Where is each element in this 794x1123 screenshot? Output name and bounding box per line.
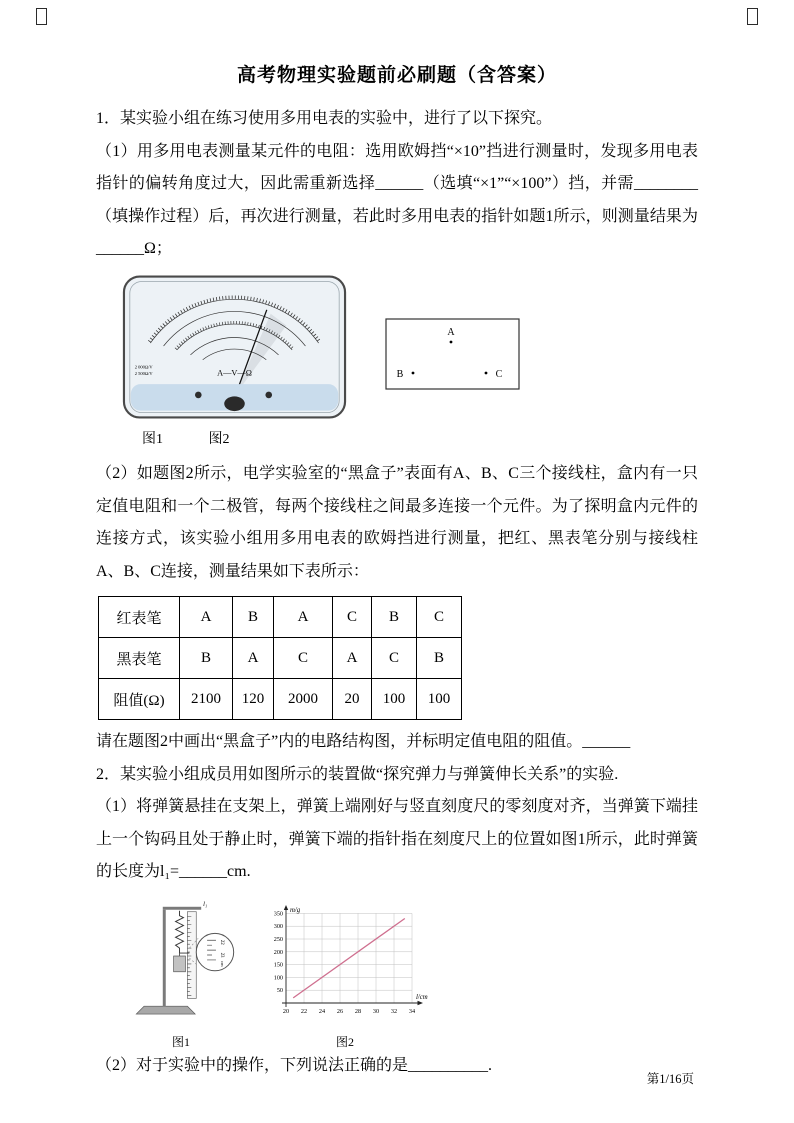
weight bbox=[174, 956, 186, 972]
black-box-figure bbox=[385, 318, 520, 390]
page-number: 第1/16页 bbox=[646, 1072, 694, 1086]
table-cell: 100 bbox=[372, 679, 417, 720]
svg-text:150: 150 bbox=[273, 961, 283, 969]
terminal-a-dot bbox=[450, 340, 453, 343]
table-cell: 2000 bbox=[274, 679, 333, 720]
svg-text:20: 20 bbox=[282, 1007, 290, 1015]
table-cell: 2100 bbox=[180, 679, 233, 720]
apparatus-figure-col bbox=[124, 893, 238, 1051]
q2-fig1-caption: 图1 bbox=[171, 1035, 190, 1049]
q1-fig1-caption: 图1 bbox=[142, 431, 163, 447]
q1-figure-captions bbox=[142, 424, 698, 457]
spring-graph-figure bbox=[256, 903, 434, 1021]
table-cell: B bbox=[180, 638, 233, 679]
table-cell: C bbox=[274, 638, 333, 679]
table-cell: A bbox=[274, 597, 333, 638]
table-cell: A bbox=[333, 638, 372, 679]
length-label: l₁ bbox=[203, 900, 208, 908]
q1-fig2-caption: 图2 bbox=[208, 431, 230, 447]
q1-intro: 1．某实验小组在练习使用多用电表的实验中，进行了以下探究。 bbox=[96, 110, 553, 127]
zoom-scale-unit: cm bbox=[219, 960, 225, 967]
meter-sensitivity-1: 2 000Ω/V bbox=[134, 364, 153, 370]
terminal-b-label: B bbox=[396, 368, 404, 380]
chart-line bbox=[293, 918, 405, 997]
table-row-label: 黑表笔 bbox=[99, 638, 180, 679]
stand-base bbox=[136, 1006, 195, 1014]
table-cell: A bbox=[180, 597, 233, 638]
table-cell: A bbox=[233, 638, 274, 679]
table-row bbox=[99, 638, 462, 679]
table-cell: 100 bbox=[417, 679, 462, 720]
table-cell: 20 bbox=[333, 679, 372, 720]
svg-text:24: 24 bbox=[318, 1007, 326, 1015]
svg-text:32: 32 bbox=[390, 1007, 398, 1015]
table-cell: C bbox=[333, 597, 372, 638]
svg-text:22: 22 bbox=[300, 1007, 308, 1015]
meter-dial-label: A—V—Ω bbox=[217, 367, 252, 377]
svg-text:50: 50 bbox=[276, 986, 283, 994]
meter-sensitivity-2: 2 500Ω/V bbox=[134, 370, 153, 376]
y-tick-labels bbox=[274, 910, 283, 994]
corner-mark-left bbox=[36, 8, 47, 25]
black-box-wrap bbox=[385, 318, 520, 403]
spring bbox=[176, 910, 184, 952]
terminal-b-dot bbox=[412, 371, 415, 374]
q1-part1-text: （1）用多用电表测量某元件的电阻：选用欧姆挡“×10”挡进行测量时，发现多用电表指针的偏转角度过大，因此需重新选择______（选填“×1”“×100”）挡，并需________（填操作过程）后，再次进行测量，若此时多用电表的指针如题1所示，则测量结果为______Ω； bbox=[96, 142, 698, 257]
q2-part1-text: （1）将弹簧悬挂在支架上，弹簧上端刚好与竖直刻度尺的零刻度对齐，当弹簧下端挂上一个钩码且处于静止时，弹簧下端的指针指在刻度尺上的位置如图1所示，此时弹簧的长度为l₁=______cm. bbox=[96, 798, 698, 880]
table-cell: C bbox=[417, 597, 462, 638]
x-axis-label: l/cm bbox=[416, 993, 428, 1001]
magnifier-circle bbox=[196, 933, 233, 970]
meter-screw-right bbox=[265, 391, 272, 398]
terminal-c-label: C bbox=[495, 368, 503, 380]
q1-figures bbox=[122, 274, 698, 420]
graph-figure-col bbox=[256, 903, 434, 1051]
svg-text:200: 200 bbox=[273, 948, 283, 956]
corner-mark-right bbox=[747, 8, 758, 25]
multimeter-figure bbox=[122, 274, 347, 420]
svg-text:28: 28 bbox=[354, 1007, 362, 1015]
q1-after-table-text: 请在题图2中画出“黑盒子”内的电路结构图，并标明定值电阻的阻值。______ bbox=[96, 733, 631, 750]
measurement-table bbox=[98, 596, 462, 720]
table-row-label: 阻值(Ω) bbox=[99, 679, 180, 720]
page-title: 高考物理实验题前必刷题（含答案） bbox=[236, 65, 557, 86]
stand-arm bbox=[163, 906, 201, 909]
x-axis-arrow bbox=[418, 1000, 424, 1004]
q2-fig2-caption: 图2 bbox=[335, 1035, 354, 1049]
y-axis-arrow bbox=[284, 905, 288, 910]
zoom-scale-top: 22 bbox=[218, 939, 224, 945]
svg-text:350: 350 bbox=[273, 909, 283, 917]
q2-intro: 2．某实验小组成员用如图所示的装置做“探究弹力与弹簧伸长关系”的实验. bbox=[96, 765, 619, 783]
q1-part2-text: （2）如题图2所示，电学实验室的“黑盒子”表面有A、B、C三个接线柱，盒内有一只定值电阻和一个二极管，每两个接线柱之间最多连接一个元件。为了探明盒内元件的连接方式，该实验小组用多用电表的欧姆挡进行测量，把红、黑表笔分别与接线柱A、B、C连接，测量结果如下表所示： bbox=[96, 465, 698, 580]
table-row bbox=[99, 679, 462, 720]
y-axis-label: m/g bbox=[290, 906, 301, 914]
x-tick-labels bbox=[283, 1008, 415, 1015]
table-cell: 120 bbox=[233, 679, 274, 720]
q2-figures bbox=[124, 893, 698, 1051]
table-row bbox=[99, 597, 462, 638]
table-cell: B bbox=[417, 638, 462, 679]
terminal-c-dot bbox=[485, 371, 488, 374]
meter-screw-left bbox=[195, 391, 202, 398]
zoom-scale-bottom: 23 bbox=[218, 952, 224, 957]
svg-text:26: 26 bbox=[336, 1007, 344, 1015]
q2-part2-text: （2）对于实验中的操作，下列说法正确的是__________. bbox=[96, 1057, 493, 1074]
stand-rod bbox=[163, 909, 166, 1005]
svg-text:34: 34 bbox=[408, 1007, 416, 1015]
svg-text:300: 300 bbox=[273, 922, 283, 930]
meter-knob bbox=[224, 396, 245, 411]
table-cell: B bbox=[372, 597, 417, 638]
svg-text:30: 30 bbox=[372, 1007, 380, 1015]
terminal-a-label: A bbox=[447, 326, 455, 338]
document-body bbox=[96, 103, 698, 1083]
table-cell: B bbox=[233, 597, 274, 638]
table-row-label: 红表笔 bbox=[99, 597, 180, 638]
svg-text:250: 250 bbox=[273, 935, 283, 943]
spring-apparatus-figure bbox=[124, 893, 238, 1021]
table-cell: C bbox=[372, 638, 417, 679]
svg-text:100: 100 bbox=[273, 973, 283, 981]
